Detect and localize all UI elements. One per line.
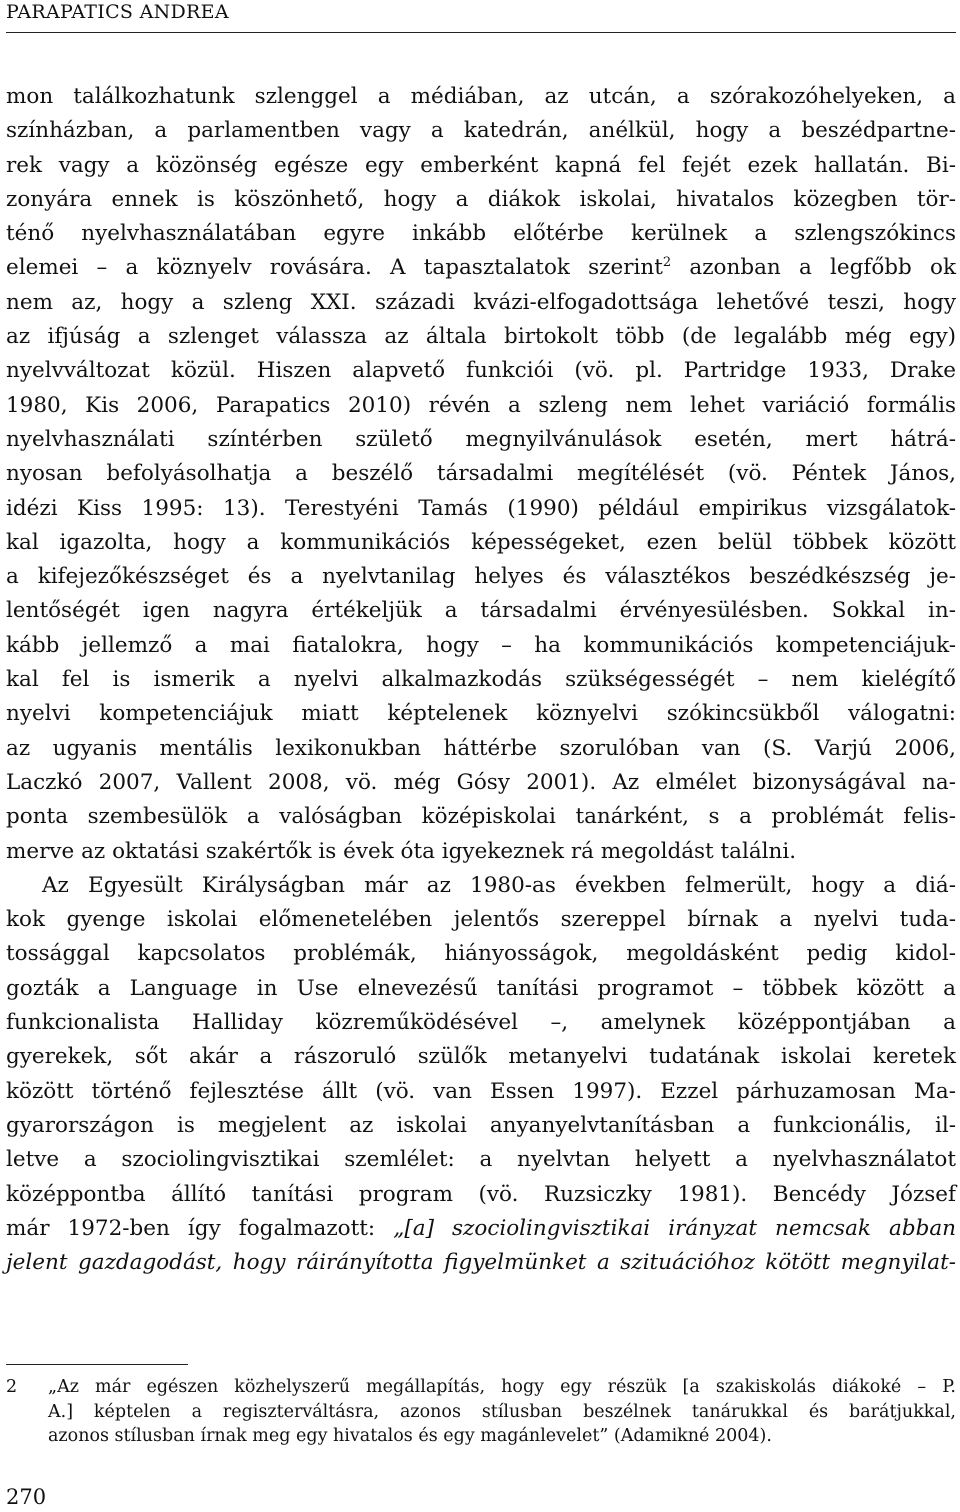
quotation-italic: „[a] szociolingvisztikai irányzat nemcsak abban: [393, 1215, 957, 1241]
footnote: [6, 1375, 956, 1449]
body-line: mon találkozhatunk szlenggel a médiában, az utcán, a szórakozóhelyeken, a: [6, 84, 956, 109]
body-line: a kifejezőkészséget és a nyelvtanilag helyes és választékos beszédkészség je-: [6, 564, 956, 590]
body-line: rek vagy a közönség egésze egy emberként kapná fel fejét ezek hallatán. Bi-: [6, 152, 956, 178]
body-line: gyerekek, sőt akár a rászoruló szülők metanyelvi tudatának iskolai keretek: [6, 1044, 956, 1070]
body-line: funkcionalista Halliday közreműködésével –, amelynek középpontjában a: [6, 1010, 956, 1036]
body-line: színházban, a parlamentben vagy a katedrán, anélkül, hogy a beszédpartne-: [6, 118, 956, 144]
footnote-line: azonos stílusban írnak meg egy hivatalos és egy magánlevelet” (Adamikné 2004).: [48, 1426, 772, 1446]
body-line: kal fel is ismerik a nyelvi alkalmazkodás szükségességét – nem kielégítő: [6, 667, 956, 693]
body-line: letve a szociolingvisztikai szemlélet: a nyelvtan helyett a nyelvhasználatot: [6, 1147, 956, 1173]
body-line: ténő nyelvhasználatában egyre inkább előtérbe kerülnek a szlengszókincs: [6, 221, 956, 247]
body-line: idézi Kiss 1995: 13). Terestyéni Tamás (1990) például empirikus vizsgálatok-: [6, 495, 956, 521]
body-line: tossággal kapcsolatos problémák, hiányosságok, megoldásként pedig kidol-: [6, 941, 956, 967]
body-line: zonyára ennek is köszönhető, hogy a diákok iskolai, hivatalos közegben tör-: [6, 186, 956, 212]
footnote-line: A.] képtelen a regiszterváltásra, azonos stílusban beszélnek tanárukkal és barátjukkal,: [48, 1401, 956, 1422]
body-line: merve az oktatási szakértők is évek óta igyekeznek rá megoldást találni.: [6, 838, 797, 864]
body-line: nyosan befolyásolhatja a beszélő társadalmi megítélését (vö. Péntek János,: [6, 461, 956, 487]
running-head: PARAPATICS ANDREA: [6, 1, 229, 23]
quotation-line: jelent gazdagodást, hogy ráirányította figyelmünket a szituációhoz kötött megnyilat-: [6, 1250, 956, 1276]
footnote-reference[interactable]: 2: [662, 255, 672, 271]
body-line: gyarországon is megjelent az iskolai anyanyelvtanításban a funkcionális, il-: [6, 1112, 956, 1138]
body-line-part: elemei – a köznyelv rovására. A tapasztalatok szerint: [6, 255, 663, 281]
body-line: kok gyenge iskolai előmenetelében jelentős szereppel bírnak a nyelvi tuda-: [6, 907, 956, 933]
body-text: [6, 80, 956, 1280]
footnote-body: [48, 1375, 956, 1449]
body-line: kal igazolta, hogy a kommunikációs képességeket, ezen belül többek között: [6, 529, 956, 555]
body-line: ponta szembesülök a valóságban középiskolai tanárként, s a problémát felis-: [6, 804, 956, 830]
body-line: 1980, Kis 2006, Parapatics 2010) révén a szleng nem lehet variáció formális: [6, 392, 956, 418]
paragraph-first-line: Az Egyesült Királyságban már az 1980-as években felmerült, hogy a diá-: [42, 872, 956, 898]
body-line: az ugyanis mentális lexikonukban háttérbe szorulóban van (S. Varjú 2006,: [6, 735, 956, 761]
body-line-with-quote: [6, 1212, 956, 1246]
body-line: Laczkó 2007, Vallent 2008, vö. még Gósy 2001). Az elmélet bizonyságával na-: [6, 769, 956, 795]
body-line: az ifjúság a szlenget válassza az általa birtokolt több (de legalább még egy): [6, 324, 956, 350]
body-line: gozták a Language in Use elnevezésű tanítási programot – többek között a: [6, 975, 956, 1001]
body-line: nyelvhasználati színtérben születő megnyilvánulások esetén, mert hátrá-: [6, 426, 956, 452]
body-line: nyelvi kompetenciájuk miatt képtelenek köznyelvi szókincsükből válogatni:: [6, 701, 956, 727]
body-line-with-footnote-ref: [6, 251, 956, 285]
body-line: középpontba állító tanítási program (vö. Ruzsiczky 1981). Bencédy József: [6, 1181, 956, 1207]
header-rule: [6, 32, 956, 33]
body-line: között történő fejlesztése állt (vö. van Essen 1997). Ezzel párhuzamosan Ma-: [6, 1078, 956, 1104]
body-line: nyelvváltozat közül. Hiszen alapvető funkciói (vö. pl. Partridge 1933, Drake: [6, 358, 956, 384]
footnote-line: „Az már egészen közhelyszerű megállapítás, hogy egy részük [a szakiskolás diákoké – P.: [48, 1377, 956, 1397]
body-line: nem az, hogy a szleng XXI. századi kvázi-elfogadottsága lehetővé teszi, hogy: [6, 289, 956, 315]
body-line: kább jellemző a mai fiatalokra, hogy – ha kommunikációs kompetenciájuk-: [6, 632, 956, 658]
body-line-part: már 1972-ben így fogalmazott:: [6, 1215, 394, 1241]
footnote-rule: [6, 1364, 188, 1365]
body-line-part: azonban a legfőbb ok: [671, 255, 956, 281]
body-line: lentőségét igen nagyra értékeljük a társadalmi érvényesülésben. Sokkal in-: [6, 598, 956, 624]
page-number: 270: [6, 1485, 47, 1509]
footnote-number: 2: [6, 1377, 18, 1397]
